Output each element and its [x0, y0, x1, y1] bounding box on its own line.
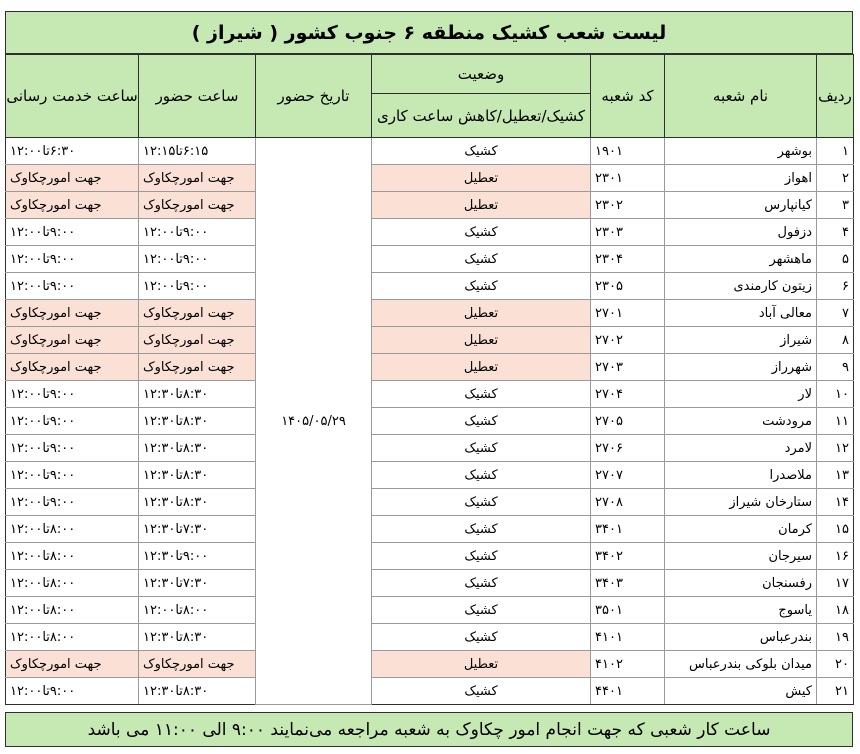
service-hours-cell[interactable]: جهت امورچکاوک: [6, 327, 139, 354]
status-cell[interactable]: تعطیل: [372, 651, 591, 678]
table-row: [6, 435, 854, 462]
table-row: [6, 246, 854, 273]
status-cell[interactable]: کشیک: [372, 273, 591, 300]
branch-code-cell[interactable]: ۲۷۰۳: [591, 354, 665, 381]
attendance-hours-cell[interactable]: ۹:۰۰تا۱۲:۰۰: [139, 246, 256, 273]
row-number-cell[interactable]: ۱۷: [817, 570, 854, 597]
row-number-cell[interactable]: ۸: [817, 327, 854, 354]
branch-name-cell[interactable]: معالی آباد: [665, 300, 817, 327]
service-hours-cell[interactable]: ۹:۰۰تا۱۲:۰۰: [6, 246, 139, 273]
table-row: [6, 273, 854, 300]
service-hours-cell[interactable]: ۹:۰۰تا۱۲:۰۰: [6, 462, 139, 489]
status-cell[interactable]: کشیک: [372, 678, 591, 705]
branch-code-cell[interactable]: ۲۳۰۳: [591, 219, 665, 246]
sheet-top-strip: [0, 0, 860, 11]
table-row: [6, 165, 854, 192]
service-hours-cell[interactable]: جهت امورچکاوک: [6, 354, 139, 381]
table-row: [6, 408, 854, 435]
table-row: [6, 489, 854, 516]
branch-name-cell[interactable]: شیراز: [665, 327, 817, 354]
service-hours-cell[interactable]: ۸:۰۰تا۱۲:۰۰: [6, 597, 139, 624]
table-row: [6, 597, 854, 624]
service-hours-cell[interactable]: ۹:۰۰تا۱۲:۰۰: [6, 273, 139, 300]
service-hours-cell[interactable]: جهت امورچکاوک: [6, 165, 139, 192]
header-status-sub: کشیک/تعطیل/کاهش ساعت کاری: [372, 94, 591, 138]
status-cell[interactable]: کشیک: [372, 543, 591, 570]
attendance-hours-cell[interactable]: ۶:۱۵تا۱۲:۱۵: [139, 138, 256, 165]
row-number-cell[interactable]: ۱۸: [817, 597, 854, 624]
service-hours-cell[interactable]: ۹:۰۰تا۱۲:۰۰: [6, 489, 139, 516]
row-number-cell[interactable]: ۵: [817, 246, 854, 273]
sheet-title: لیست شعب کشیک منطقه ۶ جنوب کشور ( شیراز ): [5, 11, 853, 54]
status-cell[interactable]: کشیک: [372, 570, 591, 597]
row-number-cell[interactable]: ۱۱: [817, 408, 854, 435]
table-row: [6, 543, 854, 570]
branch-name-cell[interactable]: ستارخان شیراز: [665, 489, 817, 516]
table-row: [6, 624, 854, 651]
header-branch-code: کد شعبه: [591, 55, 665, 138]
branch-name-cell[interactable]: کرمان: [665, 516, 817, 543]
service-hours-cell[interactable]: ۹:۰۰تا۱۲:۰۰: [6, 435, 139, 462]
branch-code-cell[interactable]: ۲۷۰۱: [591, 300, 665, 327]
branch-code-cell[interactable]: ۲۳۰۵: [591, 273, 665, 300]
branch-code-cell[interactable]: ۲۷۰۵: [591, 408, 665, 435]
table-row: [6, 192, 854, 219]
row-number-cell[interactable]: ۶: [817, 273, 854, 300]
table-row: [6, 381, 854, 408]
attendance-hours-cell[interactable]: جهت امورچکاوک: [139, 327, 256, 354]
status-cell[interactable]: کشیک: [372, 408, 591, 435]
branch-code-cell[interactable]: ۲۷۰۸: [591, 489, 665, 516]
header-attendance-date: تاریخ حضور: [256, 55, 372, 138]
service-hours-cell[interactable]: جهت امورچکاوک: [6, 192, 139, 219]
status-cell[interactable]: کشیک: [372, 597, 591, 624]
attendance-hours-cell[interactable]: ۷:۳۰تا۱۲:۳۰: [139, 570, 256, 597]
branch-code-cell[interactable]: ۳۵۰۱: [591, 597, 665, 624]
status-cell[interactable]: کشیک: [372, 138, 591, 165]
branch-name-cell[interactable]: رفسنجان: [665, 570, 817, 597]
branch-code-cell[interactable]: ۳۴۰۱: [591, 516, 665, 543]
table-row: [6, 678, 854, 705]
attendance-hours-cell[interactable]: ۸:۳۰تا۱۲:۳۰: [139, 489, 256, 516]
service-hours-cell[interactable]: ۹:۰۰تا۱۲:۰۰: [6, 678, 139, 705]
branch-name-cell[interactable]: زیتون کارمندی: [665, 273, 817, 300]
service-hours-cell[interactable]: ۶:۳۰تا۱۲:۰۰: [6, 138, 139, 165]
table-row: [6, 138, 854, 165]
attendance-hours-cell[interactable]: ۸:۳۰تا۱۲:۳۰: [139, 381, 256, 408]
table-row: [6, 651, 854, 678]
status-cell[interactable]: کشیک: [372, 435, 591, 462]
working-hours-note: ساعت کار شعبی که جهت انجام امور چکاوک به شعبه مراجعه می‌نمایند ۹:۰۰ الی ۱۱:۰۰ می باشد: [5, 712, 853, 747]
table-row: [6, 300, 854, 327]
branch-name-cell[interactable]: دزفول: [665, 219, 817, 246]
status-cell[interactable]: کشیک: [372, 381, 591, 408]
row-number-cell[interactable]: ۱۳: [817, 462, 854, 489]
branch-name-cell[interactable]: یاسوج: [665, 597, 817, 624]
attendance-hours-cell[interactable]: ۸:۰۰تا۱۲:۰۰: [139, 597, 256, 624]
attendance-hours-cell[interactable]: ۹:۰۰تا۱۲:۰۰: [139, 219, 256, 246]
attendance-hours-cell[interactable]: ۸:۳۰تا۱۲:۳۰: [139, 678, 256, 705]
attendance-hours-cell[interactable]: ۸:۳۰تا۱۲:۳۰: [139, 435, 256, 462]
attendance-date-cell[interactable]: ۱۴۰۵/۰۵/۲۹: [256, 138, 372, 705]
attendance-hours-cell[interactable]: ۷:۳۰تا۱۲:۳۰: [139, 516, 256, 543]
table-row: [6, 327, 854, 354]
branch-code-cell[interactable]: ۲۷۰۶: [591, 435, 665, 462]
status-cell[interactable]: کشیک: [372, 516, 591, 543]
branch-name-cell[interactable]: کیش: [665, 678, 817, 705]
branch-name-cell[interactable]: ماهشهر: [665, 246, 817, 273]
branch-code-cell[interactable]: ۳۴۰۳: [591, 570, 665, 597]
attendance-hours-cell[interactable]: جهت امورچکاوک: [139, 651, 256, 678]
attendance-hours-cell[interactable]: ۸:۳۰تا۱۲:۳۰: [139, 624, 256, 651]
row-number-cell[interactable]: ۲۰: [817, 651, 854, 678]
status-cell[interactable]: تعطیل: [372, 327, 591, 354]
service-hours-cell[interactable]: ۸:۰۰تا۱۲:۰۰: [6, 570, 139, 597]
status-cell[interactable]: کشیک: [372, 489, 591, 516]
row-number-cell[interactable]: ۹: [817, 354, 854, 381]
row-number-cell[interactable]: ۲: [817, 165, 854, 192]
header-service-hours: ساعت خدمت رسانی: [6, 55, 139, 138]
status-cell[interactable]: کشیک: [372, 246, 591, 273]
header-branch-name: نام شعبه: [665, 55, 817, 138]
branch-name-cell[interactable]: سیرجان: [665, 543, 817, 570]
header-row-number: ردیف: [817, 55, 854, 138]
header-status: وضعیت: [372, 55, 591, 94]
status-cell[interactable]: کشیک: [372, 462, 591, 489]
branch-name-cell[interactable]: ملاصدرا: [665, 462, 817, 489]
branch-name-cell[interactable]: بوشهر: [665, 138, 817, 165]
service-hours-cell[interactable]: جهت امورچکاوک: [6, 651, 139, 678]
row-number-cell[interactable]: ۲۱: [817, 678, 854, 705]
branch-name-cell[interactable]: شهرراز: [665, 354, 817, 381]
status-cell[interactable]: تعطیل: [372, 165, 591, 192]
attendance-hours-cell[interactable]: ۹:۰۰تا۱۲:۳۰: [139, 543, 256, 570]
attendance-hours-cell[interactable]: جهت امورچکاوک: [139, 354, 256, 381]
service-hours-cell[interactable]: ۹:۰۰تا۱۲:۰۰: [6, 219, 139, 246]
branch-code-cell[interactable]: ۳۴۰۲: [591, 543, 665, 570]
service-hours-cell[interactable]: ۸:۰۰تا۱۲:۰۰: [6, 543, 139, 570]
branch-name-cell[interactable]: میدان بلوکی بندرعباس: [665, 651, 817, 678]
branch-code-cell[interactable]: ۲۷۰۴: [591, 381, 665, 408]
branch-code-cell[interactable]: ۴۱۰۲: [591, 651, 665, 678]
branch-code-cell[interactable]: ۴۴۰۱: [591, 678, 665, 705]
branch-code-cell[interactable]: ۲۷۰۲: [591, 327, 665, 354]
status-cell[interactable]: تعطیل: [372, 192, 591, 219]
branch-code-cell[interactable]: ۱۹۰۱: [591, 138, 665, 165]
branch-code-cell[interactable]: ۲۳۰۱: [591, 165, 665, 192]
table-row: [6, 462, 854, 489]
service-hours-cell[interactable]: ۸:۰۰تا۱۲:۰۰: [6, 624, 139, 651]
table-row: [6, 516, 854, 543]
row-number-cell[interactable]: ۱: [817, 138, 854, 165]
branch-code-cell[interactable]: ۲۳۰۲: [591, 192, 665, 219]
branch-name-cell[interactable]: مرودشت: [665, 408, 817, 435]
branch-code-cell[interactable]: ۲۷۰۷: [591, 462, 665, 489]
attendance-hours-cell[interactable]: جهت امورچکاوک: [139, 165, 256, 192]
table-row: [6, 570, 854, 597]
row-number-cell[interactable]: ۱۵: [817, 516, 854, 543]
branch-code-cell[interactable]: ۲۳۰۴: [591, 246, 665, 273]
branch-name-cell[interactable]: لامرد: [665, 435, 817, 462]
branch-name-cell[interactable]: اهواز: [665, 165, 817, 192]
status-cell[interactable]: کشیک: [372, 219, 591, 246]
service-hours-cell[interactable]: جهت امورچکاوک: [6, 300, 139, 327]
row-number-cell[interactable]: ۳: [817, 192, 854, 219]
attendance-hours-cell[interactable]: جهت امورچکاوک: [139, 300, 256, 327]
branch-name-cell[interactable]: لار: [665, 381, 817, 408]
row-number-cell[interactable]: ۷: [817, 300, 854, 327]
row-number-cell[interactable]: ۱۲: [817, 435, 854, 462]
attendance-hours-cell[interactable]: ۸:۳۰تا۱۲:۳۰: [139, 462, 256, 489]
status-cell[interactable]: تعطیل: [372, 300, 591, 327]
attendance-hours-cell[interactable]: جهت امورچکاوک: [139, 192, 256, 219]
row-number-cell[interactable]: ۴: [817, 219, 854, 246]
status-cell[interactable]: کشیک: [372, 624, 591, 651]
branch-table: [5, 54, 854, 705]
row-number-cell[interactable]: ۱۶: [817, 543, 854, 570]
table-row: [6, 354, 854, 381]
header-attendance-hours: ساعت حضور: [139, 55, 256, 138]
service-hours-cell[interactable]: ۸:۰۰تا۱۲:۰۰: [6, 516, 139, 543]
service-hours-cell[interactable]: ۹:۰۰تا۱۲:۰۰: [6, 408, 139, 435]
service-hours-cell[interactable]: ۹:۰۰تا۱۲:۰۰: [6, 381, 139, 408]
branch-name-cell[interactable]: کیانپارس: [665, 192, 817, 219]
table-row: [6, 219, 854, 246]
attendance-hours-cell[interactable]: ۸:۳۰تا۱۲:۳۰: [139, 408, 256, 435]
attendance-hours-cell[interactable]: ۹:۰۰تا۱۲:۰۰: [139, 273, 256, 300]
status-cell[interactable]: تعطیل: [372, 354, 591, 381]
branch-name-cell[interactable]: بندرعباس: [665, 624, 817, 651]
row-number-cell[interactable]: ۱۴: [817, 489, 854, 516]
row-number-cell[interactable]: ۱۰: [817, 381, 854, 408]
row-number-cell[interactable]: ۱۹: [817, 624, 854, 651]
branch-code-cell[interactable]: ۴۱۰۱: [591, 624, 665, 651]
